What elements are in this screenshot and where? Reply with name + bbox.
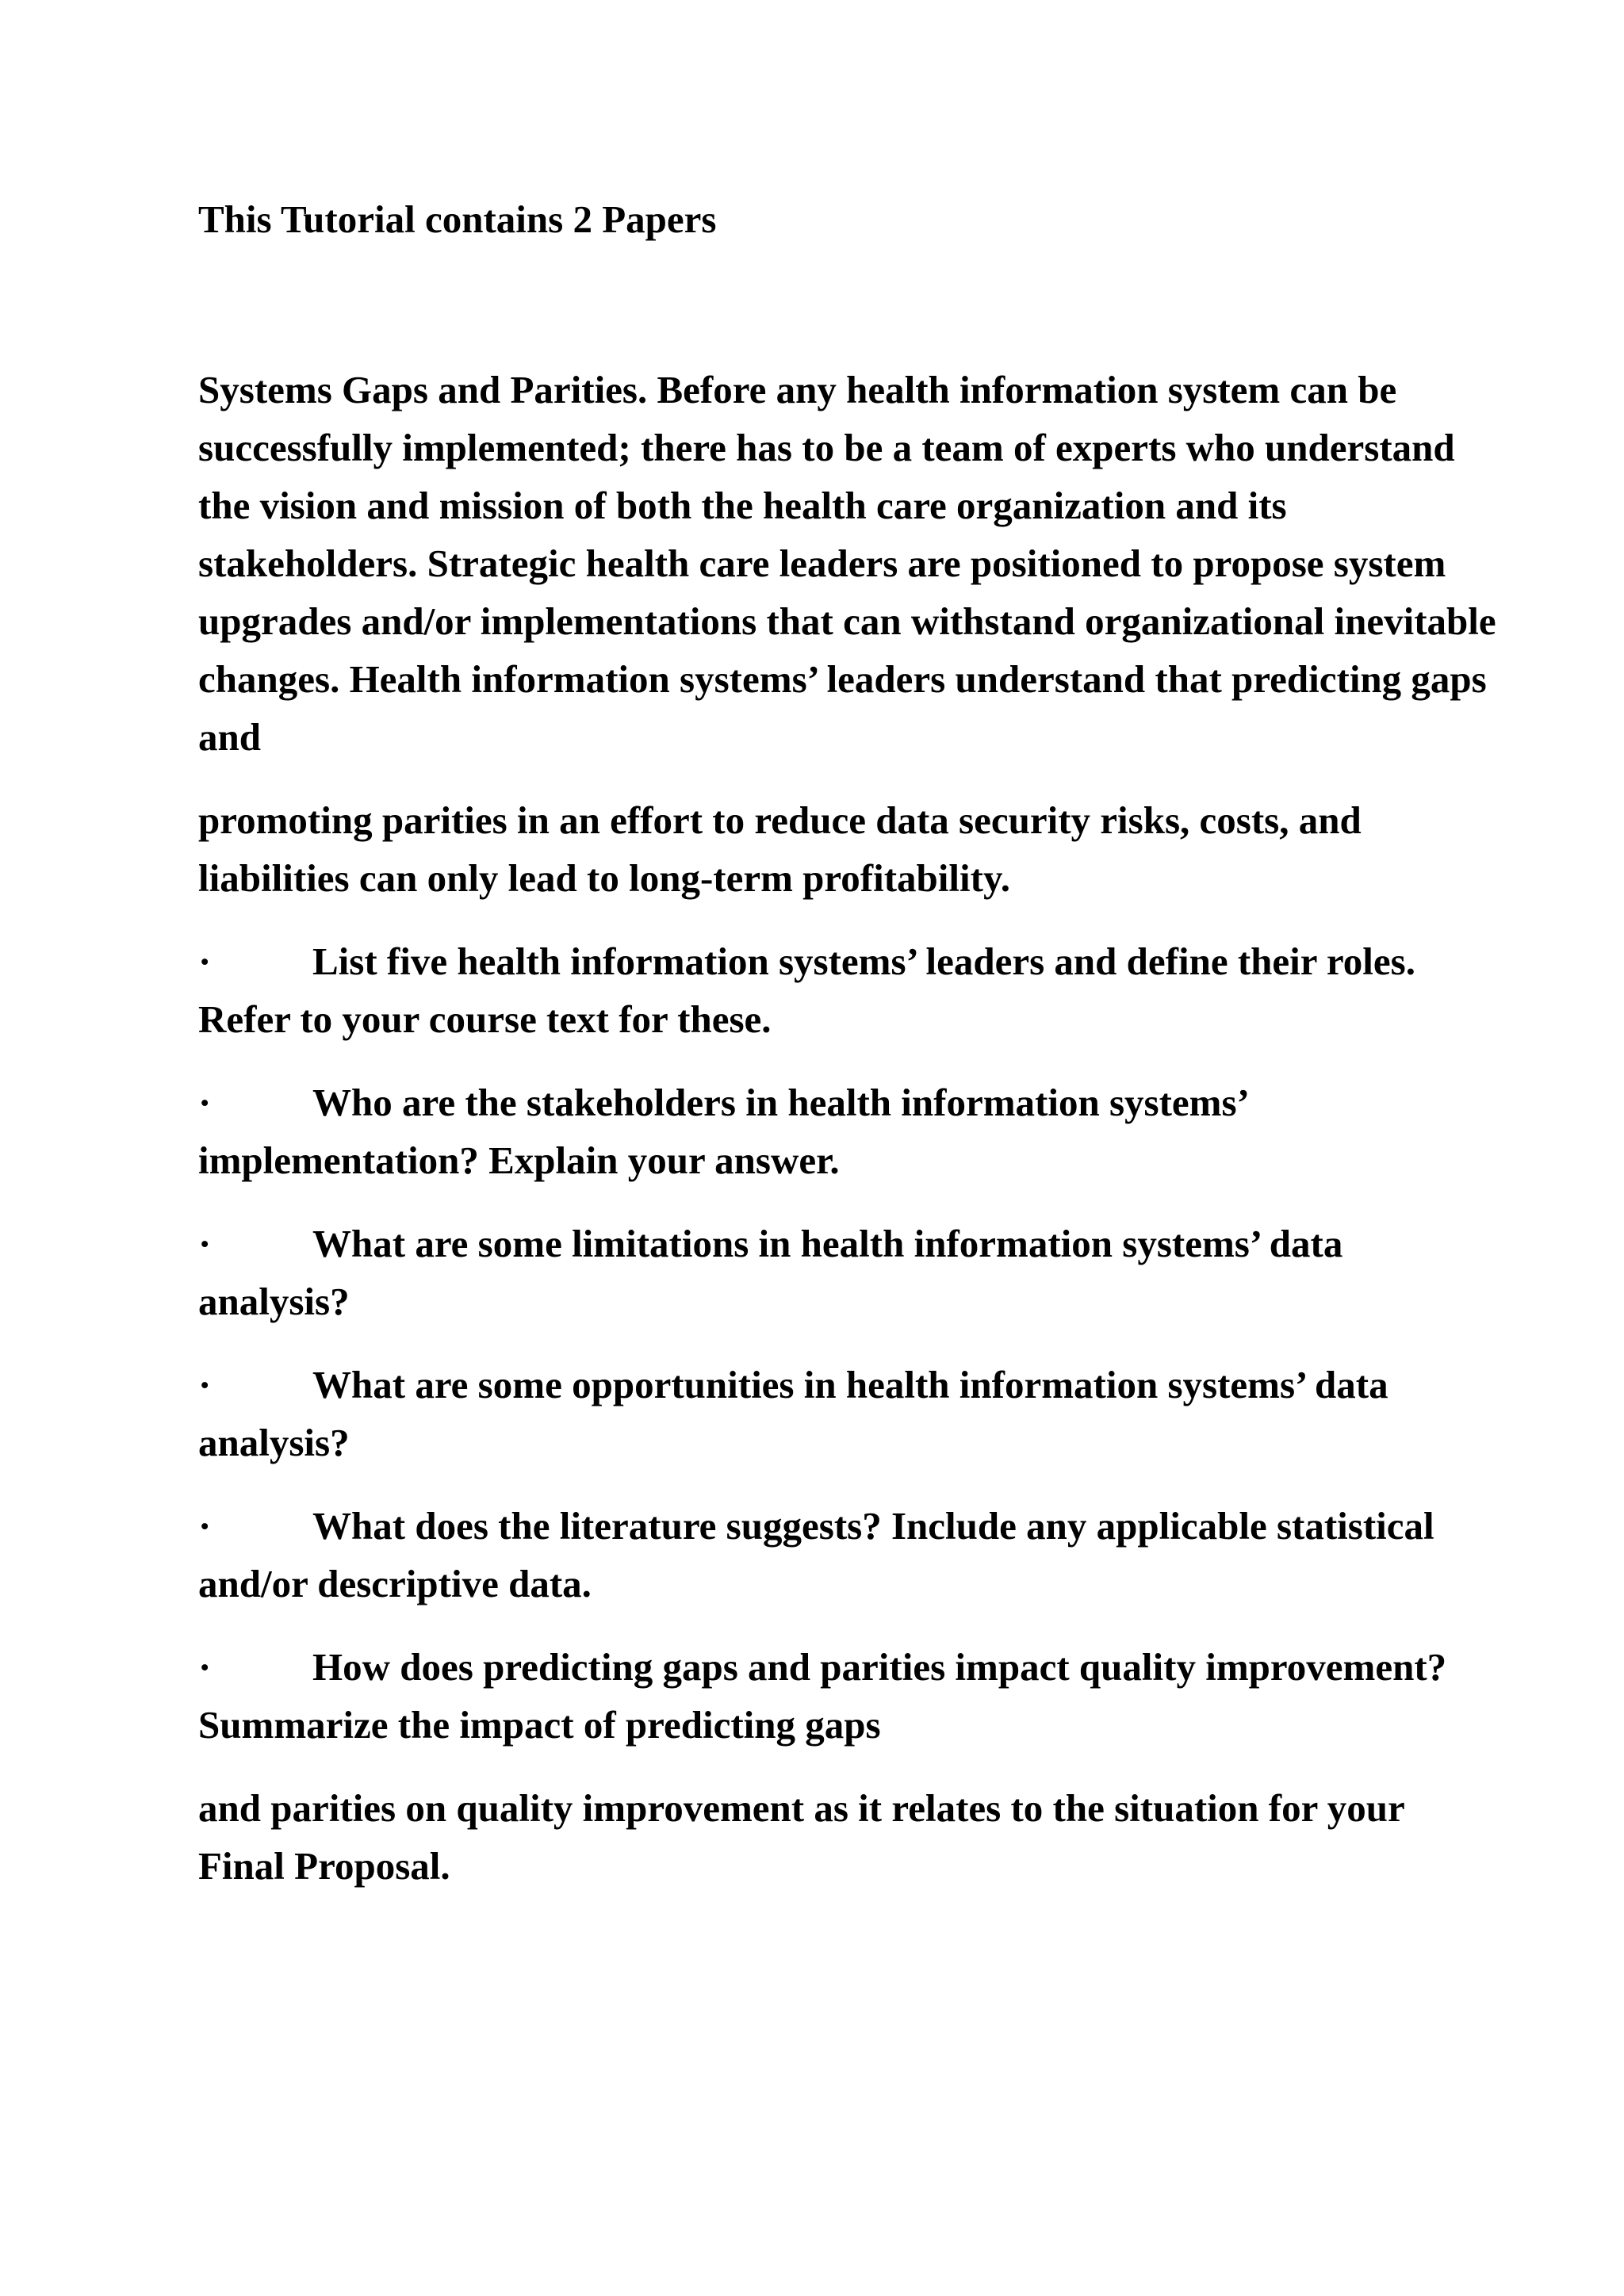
intro-paragraph-continued: promoting parities in an effort to reduce data security risks, costs, and liabilities can only lead to long-term profitability. <box>198 798 1362 900</box>
bullet-text: List five health information systems’ leaders and define their roles. Refer to your course text for these. <box>198 939 1415 1041</box>
bullet-text: What are some opportunities in health information systems’ data analysis? <box>198 1363 1388 1464</box>
document-heading: This Tutorial contains 2 Papers <box>198 197 717 241</box>
bullet-item <box>198 1356 1499 1471</box>
bullet-text: Who are the stakeholders in health information systems’ implementation? Explain your answer. <box>198 1081 1247 1182</box>
bullet-icon: · <box>198 1363 212 1406</box>
bullet-text: What are some limitations in health information systems’ data analysis? <box>198 1222 1343 1323</box>
bullet-text: What does the literature suggests? Include any applicable statistical and/or descriptive data. <box>198 1504 1434 1605</box>
bullet-item <box>198 1638 1499 1754</box>
bullet-item <box>198 1497 1499 1613</box>
bullet-icon: · <box>198 1222 212 1265</box>
bullet-item <box>198 1073 1499 1189</box>
bullet-item <box>198 932 1499 1048</box>
bullet-text: How does predicting gaps and parities impact quality improvement? Summarize the impact of predicting gaps <box>198 1645 1447 1747</box>
closing-paragraph: and parities on quality improvement as it relates to the situation for your Final Proposal. <box>198 1786 1404 1888</box>
bullet-icon: · <box>198 1081 212 1124</box>
bullet-icon: · <box>198 939 212 983</box>
bullet-item <box>198 1215 1499 1330</box>
bullet-icon: · <box>198 1645 212 1689</box>
bullet-icon: · <box>198 1504 212 1548</box>
intro-paragraph: Systems Gaps and Parities. Before any health information system can be successfully implemented; there has to be a team of experts who understand the vision and mission of both the health care organization and its stakeholders. Strategic health care leaders are positioned to propose system upgrades and/or implementations that can withstand organizational inevitable changes. Health information systems’ leaders understand that predicting gaps and <box>198 368 1496 759</box>
document-body <box>198 190 1499 1920</box>
